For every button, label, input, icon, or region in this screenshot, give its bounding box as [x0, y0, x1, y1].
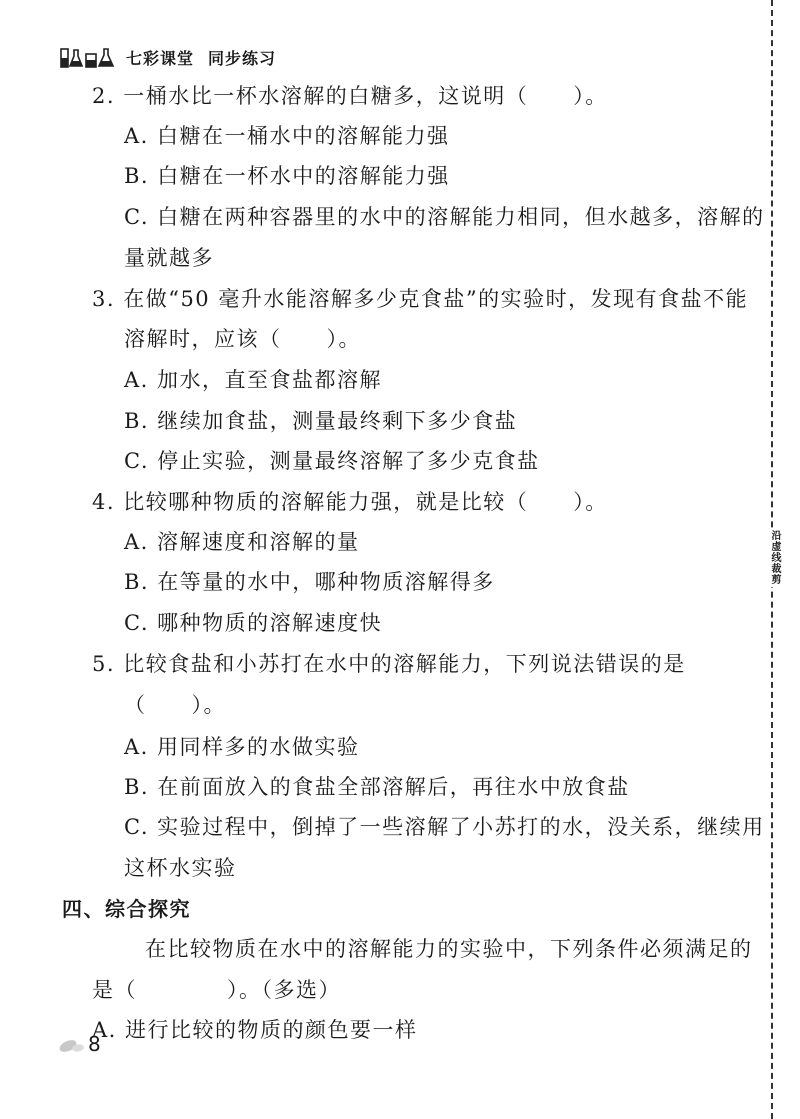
page-header [60, 44, 276, 70]
q3-option-c: C. 停止实验，测量最终溶解了多少克食盐 [124, 449, 540, 473]
q5-stem: 5. 比较食盐和小苏打在水中的溶解能力，下列说法错误的是 [92, 652, 686, 676]
q2-option-b: B. 白糖在一杯水中的溶解能力强 [124, 164, 450, 188]
cut-line-label: 沿虚线裁剪 [762, 528, 780, 587]
section-4-paragraph: 在比较物质在水中的溶解能力的实验中，下列条件必须满足的 [145, 937, 753, 961]
header-series-title: 七彩课堂 [126, 48, 195, 68]
q2-option-a: A. 白糖在一桶水中的溶解能力强 [124, 124, 450, 148]
q4-option-b: B. 在等量的水中，哪种物质溶解得多 [124, 570, 495, 594]
q2-option-c-cont: 量就越多 [124, 246, 214, 270]
q2-option-c: C. 白糖在两种容器里的水中的溶解能力相同，但水越多，溶解的 [124, 205, 765, 229]
section-4-option-a: A. 进行比较的物质的颜色要一样 [92, 1018, 418, 1042]
q3-stem: 3. 在做“50 毫升水能溶解多少克食盐”的实验时，发现有食盐不能 [92, 287, 749, 311]
header-subtitle: 同步练习 [208, 48, 277, 68]
q3-stem-cont: 溶解时，应该（ ）。 [124, 327, 361, 351]
q4-option-a: A. 溶解速度和溶解的量 [124, 530, 360, 554]
section-4-paragraph-cont: 是（ ）。（多选） [92, 978, 341, 1002]
leaf-decoration-icon [58, 1034, 86, 1054]
q4-option-c: C. 哪种物质的溶解速度快 [124, 611, 383, 635]
lab-flask-logo-icon [60, 46, 118, 68]
q4-stem: 4. 比较哪种物质的溶解能力强，就是比较（ ）。 [92, 490, 608, 514]
q5-stem-cont: （ ）。 [124, 693, 226, 717]
q5-option-b: B. 在前面放入的食盐全部溶解后，再往水中放食盐 [124, 775, 630, 799]
q5-option-c: C. 实验过程中，倒掉了一些溶解了小苏打的水，没关系，继续用 [124, 815, 765, 839]
q2-stem: 2. 一桶水比一杯水溶解的白糖多，这说明（ ）。 [92, 84, 608, 108]
q3-option-b: B. 继续加食盐，测量最终剩下多少食盐 [124, 409, 518, 433]
q3-option-a: A. 加水，直至食盐都溶解 [124, 368, 383, 392]
section-4-title: 四、综合探究 [62, 897, 191, 921]
page-number: 8 [88, 1032, 101, 1056]
q5-option-c-cont: 这杯水实验 [124, 856, 237, 880]
page-footer [58, 1032, 101, 1056]
q5-option-a: A. 用同样多的水做实验 [124, 735, 360, 759]
